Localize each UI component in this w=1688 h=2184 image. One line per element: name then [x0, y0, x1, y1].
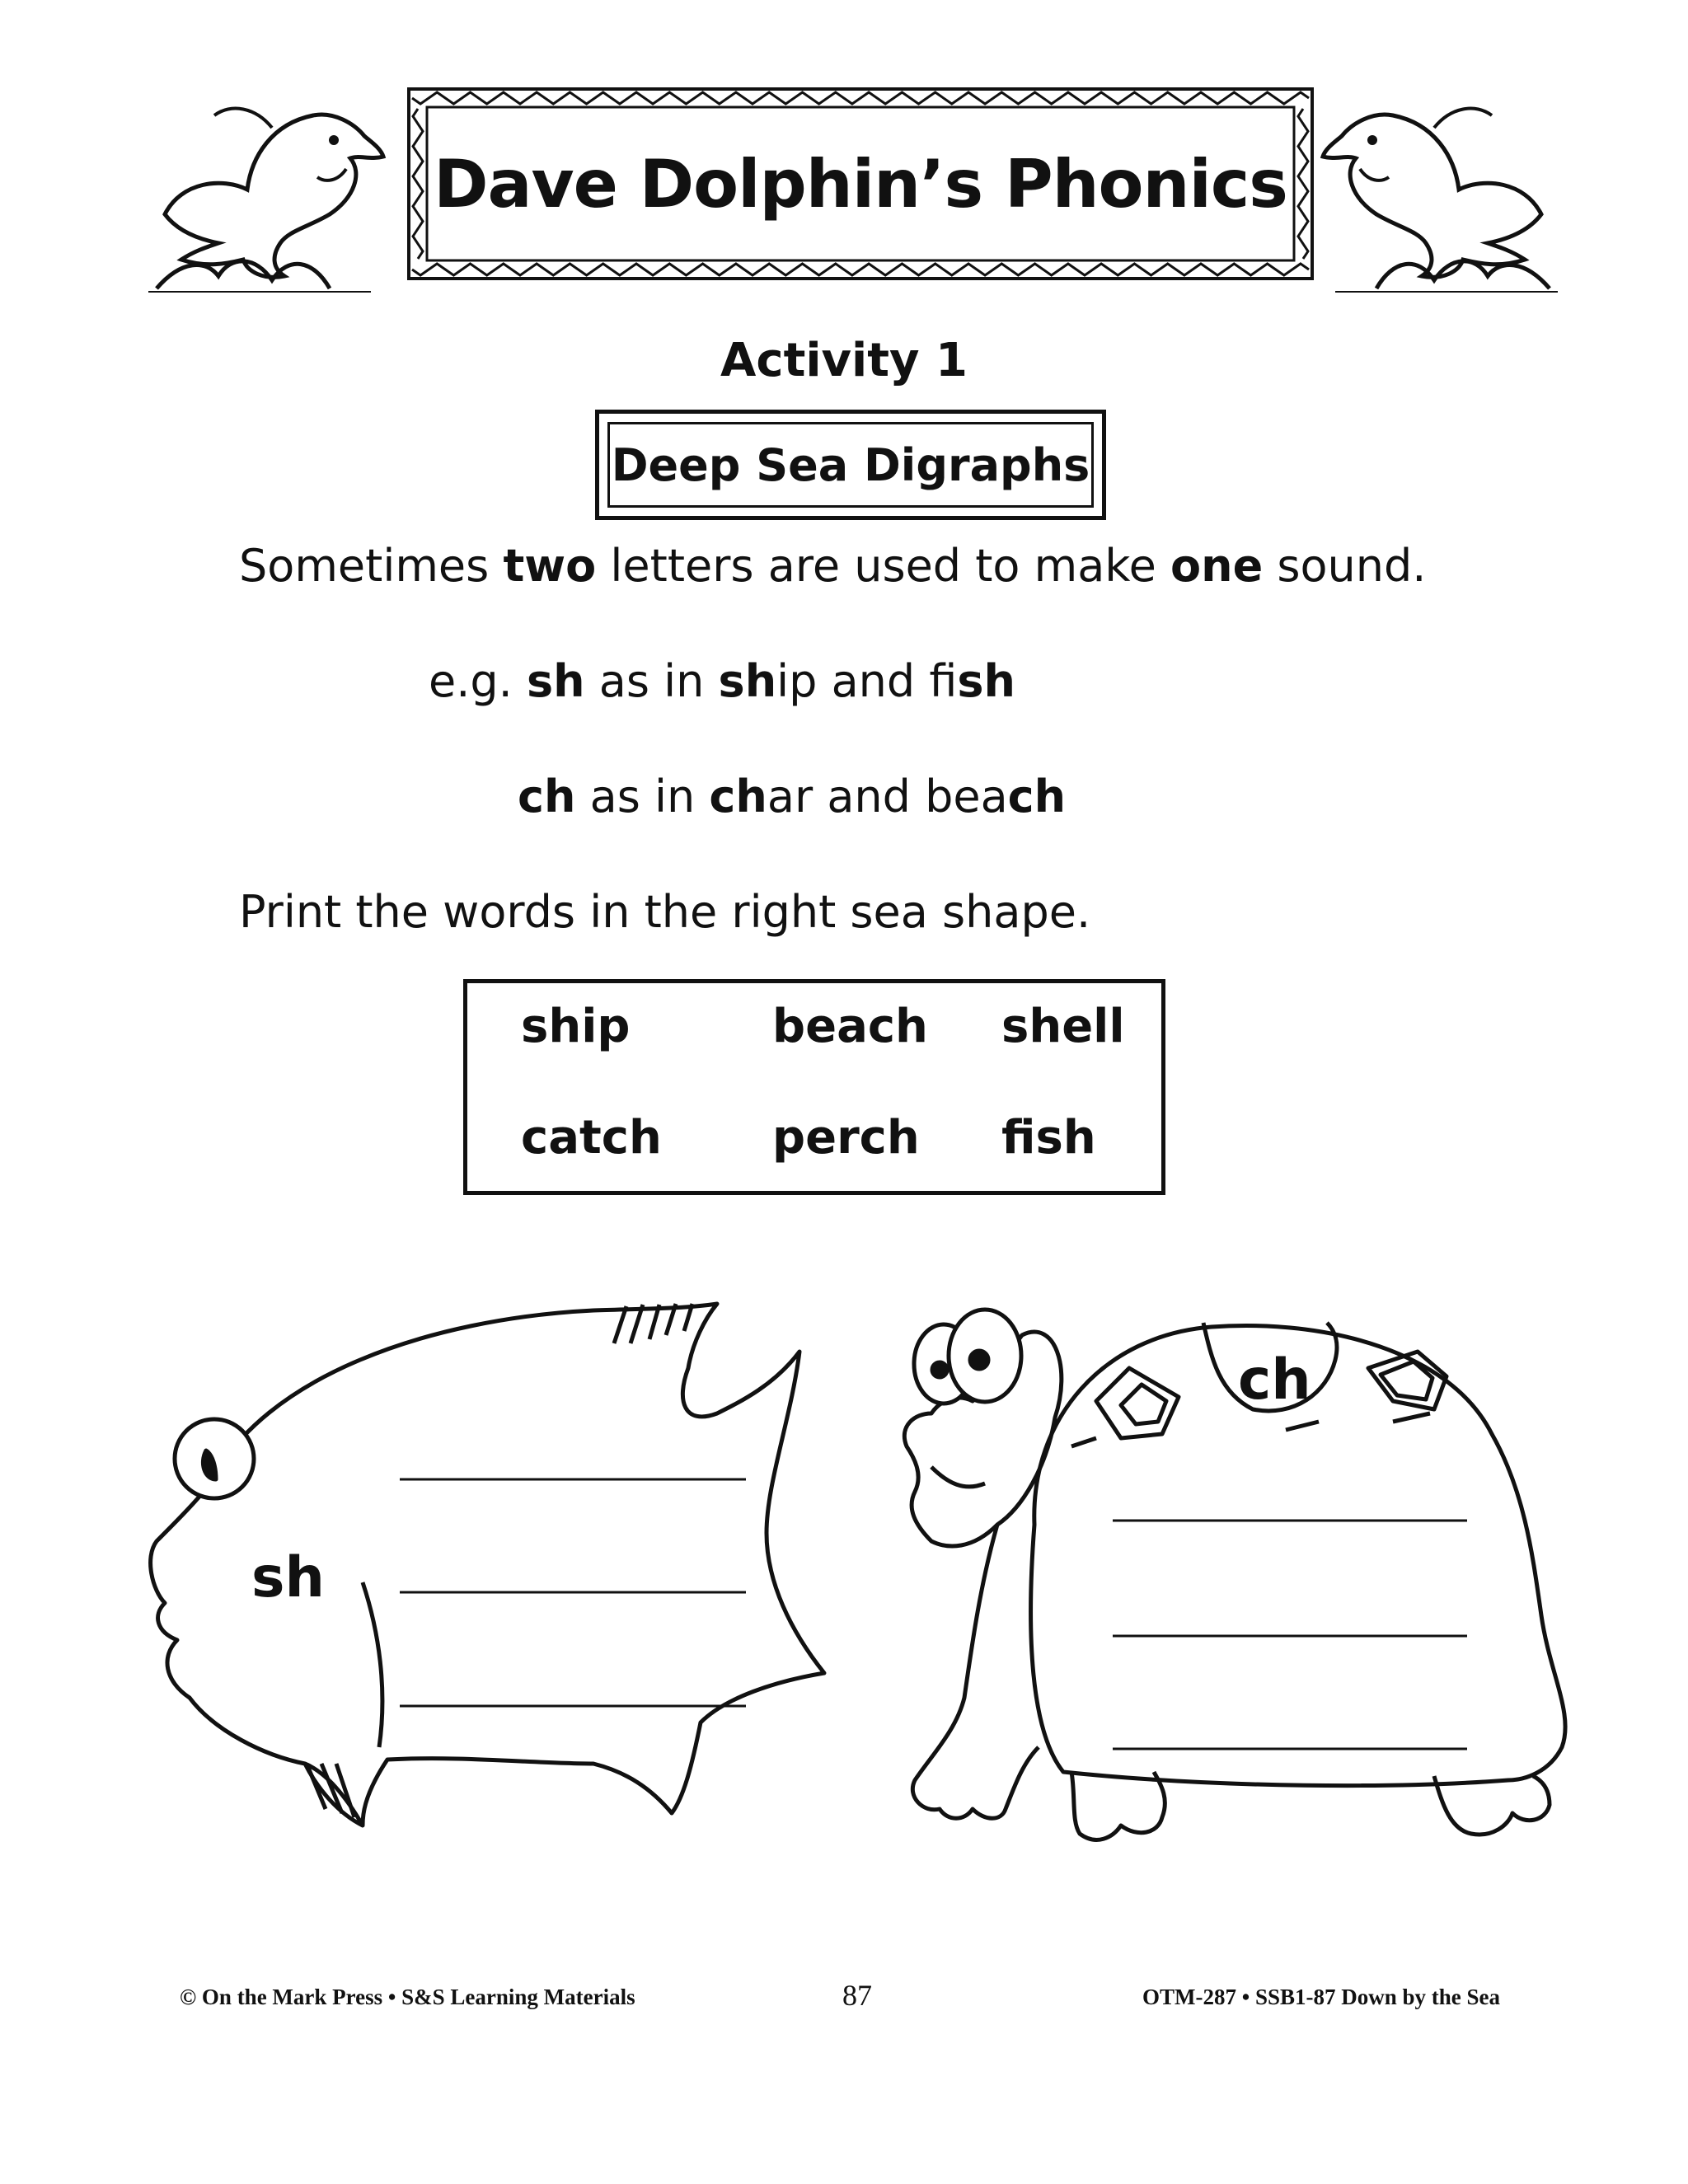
example-bold: ch [709, 771, 767, 823]
instruction: Print the words in the right sea shape. [239, 886, 1091, 938]
intro-text: letters are used to make [596, 540, 1171, 592]
activity-subtitle: Deep Sea Digraphs [607, 422, 1094, 508]
example-text: as in [584, 655, 719, 707]
word-bank-item: shell [1001, 1000, 1125, 1053]
example-text: e.g. [429, 655, 527, 707]
word-bank-item: beach [772, 1000, 928, 1053]
turtle-icon [904, 1310, 1565, 1840]
page-number: 87 [842, 1979, 872, 2012]
example-text: as in [575, 771, 710, 823]
example-text: ip [776, 655, 818, 707]
intro-text: Sometimes [239, 540, 504, 592]
example-text: and fi [817, 655, 958, 707]
activity-label: Activity 1 [720, 334, 968, 387]
example-digraph: sh [527, 655, 585, 707]
example-text: and bea [813, 771, 1008, 823]
fish-label: sh [251, 1545, 325, 1610]
example-bold: sh [718, 655, 777, 707]
page-title: Dave Dolphin’s Phonics [434, 145, 1287, 223]
example-bold: ch [1007, 771, 1067, 823]
word-bank-item: ship [521, 1000, 631, 1053]
example-bold: sh [957, 655, 1015, 707]
example-text: ar [767, 771, 814, 823]
footer-copyright: © On the Mark Press • S&S Learning Materials [180, 1985, 635, 2009]
word-bank-item: perch [772, 1111, 920, 1165]
intro-bold-one: one [1170, 540, 1264, 592]
intro-bold-two: two [503, 540, 597, 592]
footer-series: OTM-287 • SSB1-87 Down by the Sea [1142, 1985, 1500, 2009]
word-bank-item: fish [1001, 1111, 1096, 1165]
word-bank-item: catch [521, 1111, 662, 1165]
turtle-label: ch [1238, 1347, 1311, 1413]
example-digraph: ch [518, 771, 576, 823]
intro-text: sound. [1263, 540, 1427, 592]
